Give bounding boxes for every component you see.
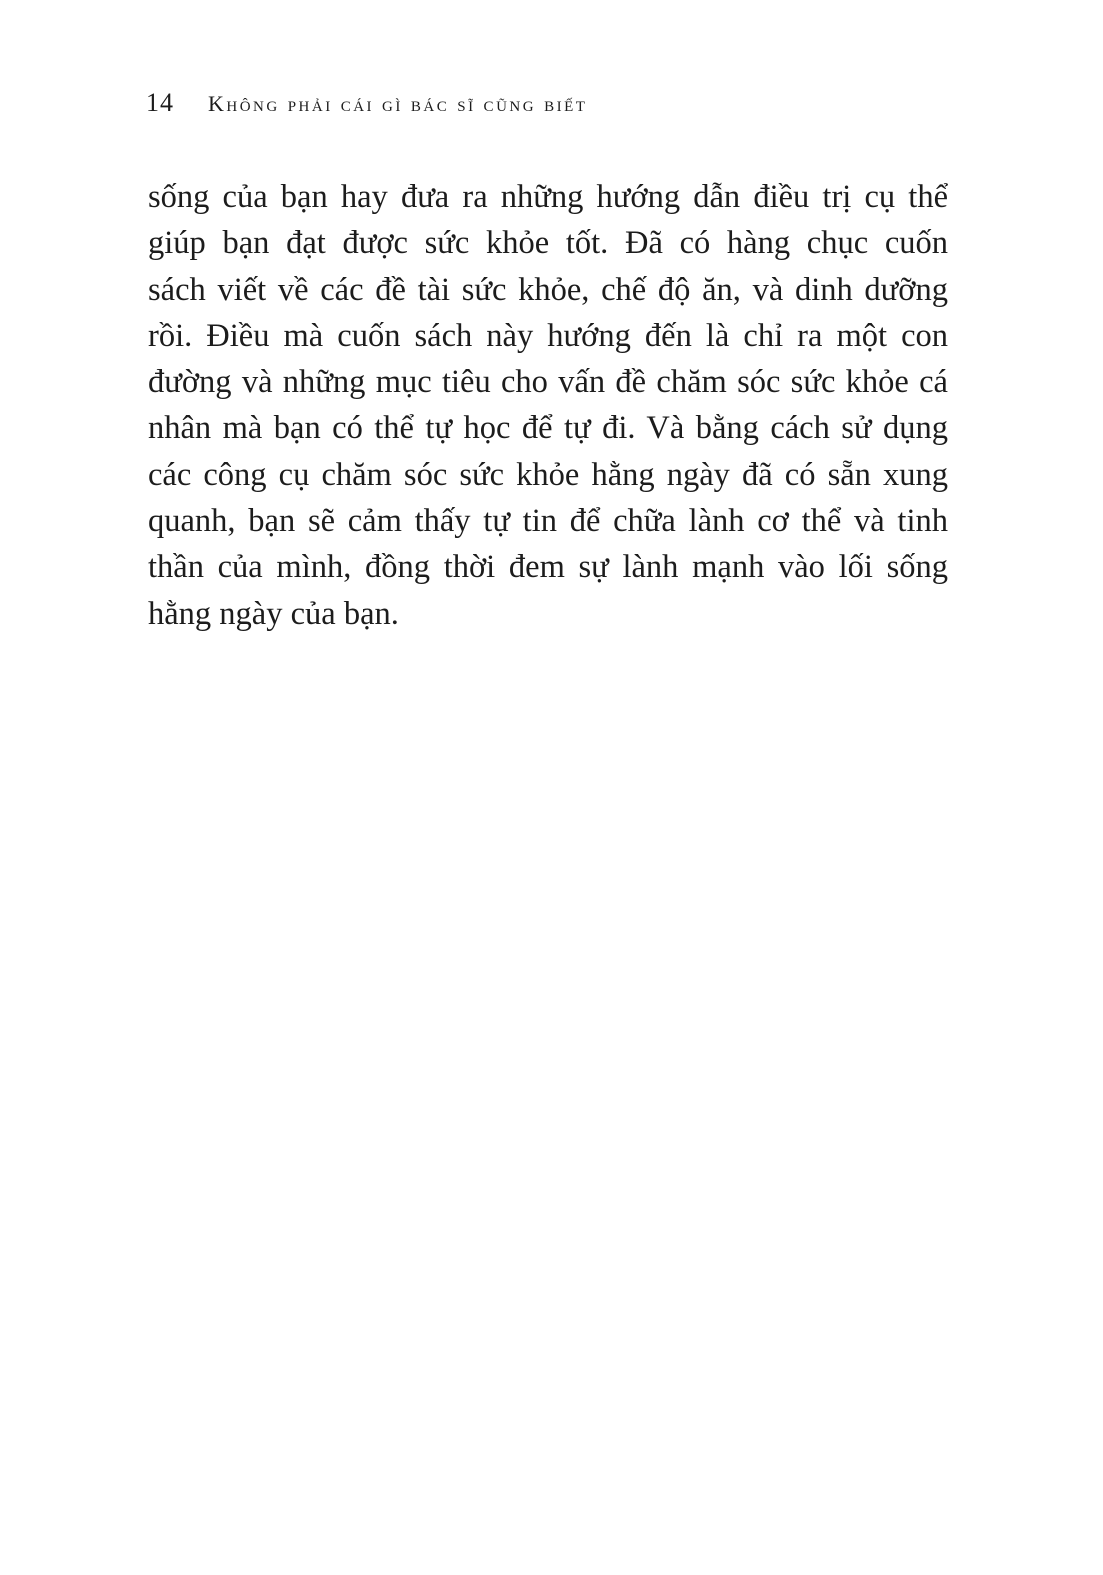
text-line: giúp bạn đạt được sức khỏe tốt. Đã có hàng chục cuốn	[148, 225, 948, 262]
text-line: thần của mình, đồng thời đem sự lành mạnh vào lối sống	[148, 549, 948, 586]
text-line: hằng ngày của bạn.	[148, 595, 399, 632]
text-line: sống của bạn hay đưa ra những hướng dẫn điều trị cụ thể	[148, 179, 948, 215]
running-head	[146, 88, 587, 122]
text-line: rồi. Điều mà cuốn sách này hướng đến là chỉ ra một con	[148, 317, 948, 354]
text-line: quanh, bạn sẽ cảm thấy tự tin để chữa lành cơ thể và tinh	[148, 503, 948, 540]
text-line: các công cụ chăm sóc sức khỏe hằng ngày đã có sẵn xung	[148, 456, 948, 493]
text-line: sách viết về các đề tài sức khỏe, chế độ ăn, và dinh dưỡng	[148, 271, 948, 308]
body-paragraph	[148, 174, 948, 637]
text-line: nhân mà bạn có thể tự học để tự đi. Và bằng cách sử dụng	[148, 410, 948, 447]
text-line: đường và những mục tiêu cho vấn đề chăm sóc sức khỏe cá	[148, 364, 948, 401]
book-title: Không phải cái gì bác sĩ cũng biết	[208, 91, 588, 116]
page-number: 14	[146, 88, 174, 117]
